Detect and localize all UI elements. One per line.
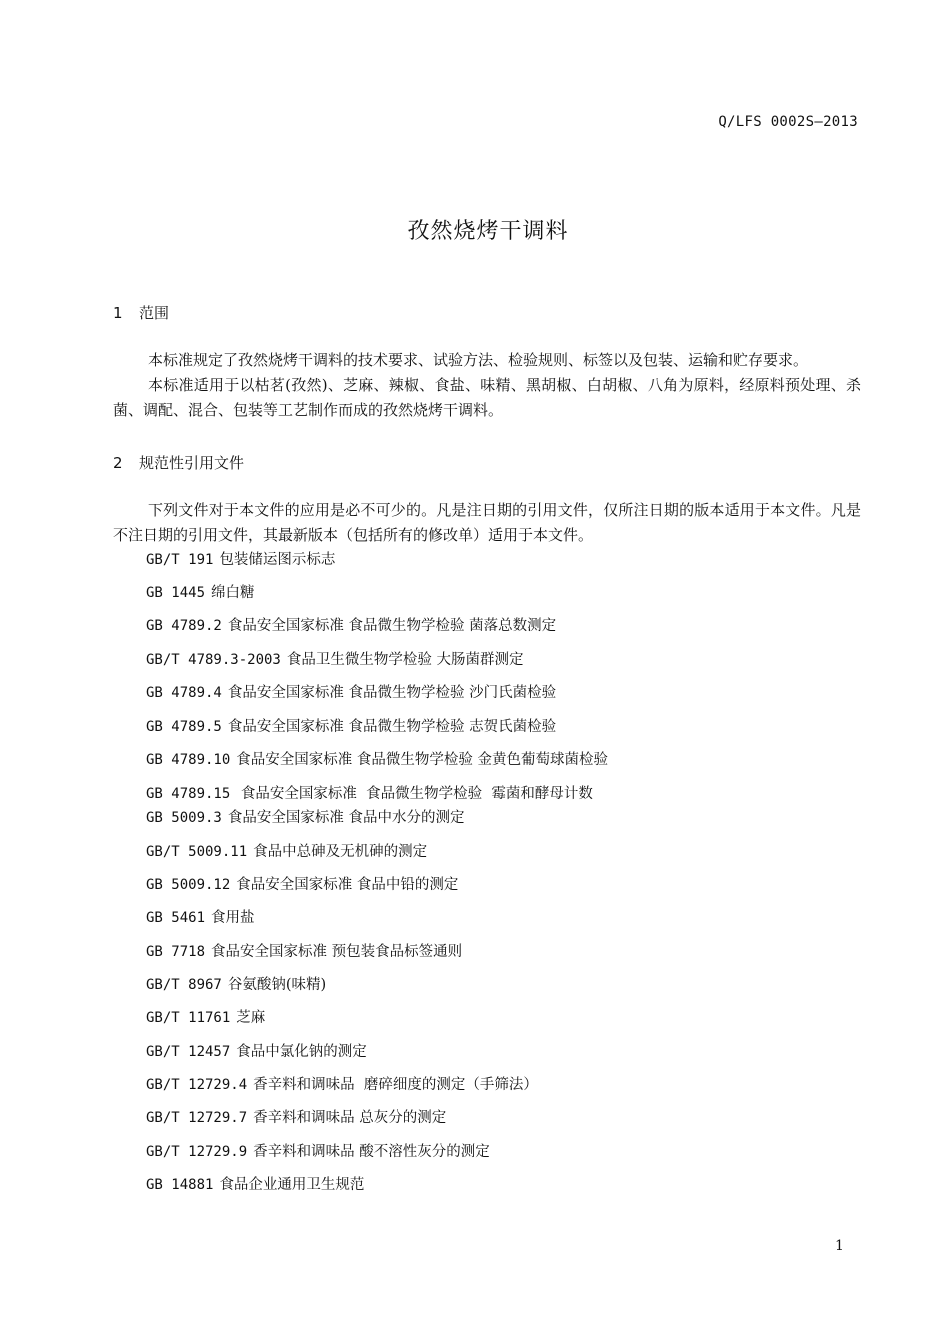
reference-name: 食品安全国家标准 食品微生物学检验 金黄色葡萄球菌检验: [236, 752, 609, 768]
reference-name: 谷氨酸钠(味精): [227, 977, 327, 993]
reference-item: [146, 1109, 446, 1127]
reference-code: GB/T 12729.7: [146, 1110, 248, 1126]
section-number: 2: [113, 454, 123, 472]
reference-name: 包装储运图示标志: [219, 552, 336, 568]
reference-name: 食品卫生微生物学检验 大肠菌群测定: [286, 652, 524, 668]
reference-item: [146, 943, 462, 961]
reference-code: GB 14881: [146, 1177, 214, 1193]
section-heading-normative-references: [113, 452, 244, 473]
reference-code: GB/T 11761: [146, 1010, 231, 1026]
reference-item: [146, 1043, 367, 1061]
reference-name: 食品安全国家标准 食品微生物学检验 霉菌和酵母计数: [236, 786, 593, 802]
reference-code: GB/T 12729.9: [146, 1144, 248, 1160]
document-title: 孜然烧烤干调料: [407, 219, 569, 244]
reference-name: 香辛料和调味品 磨碎细度的测定（手筛法）: [253, 1077, 538, 1093]
reference-code: GB 4789.4: [146, 685, 222, 701]
section-title: 规范性引用文件: [139, 454, 245, 472]
references-intro-paragraph: 下列文件对于本文件的应用是必不可少的。凡是注日期的引用文件，仅所注日期的版本适用于本文件。凡是不注日期的引用文件，其最新版本（包括所有的修改单）适用于本文件。: [113, 501, 861, 544]
reference-item: [146, 1009, 265, 1027]
reference-code: GB 4789.5: [146, 719, 222, 735]
scope-paragraph-1: 本标准规定了孜然烧烤干调料的技术要求、试验方法、检验规则、标签以及包装、运输和贮存要求。: [148, 351, 809, 369]
reference-item: [146, 1076, 538, 1094]
section-heading-scope: [113, 302, 169, 323]
reference-name: 芝麻: [236, 1010, 266, 1026]
reference-code: GB 5009.12: [146, 877, 231, 893]
reference-item: [146, 909, 255, 927]
reference-name: 香辛料和调味品 酸不溶性灰分的测定: [253, 1144, 490, 1160]
reference-code: GB 4789.10: [146, 752, 231, 768]
reference-name: 食品企业通用卫生规范: [219, 1177, 365, 1193]
reference-name: 食品中氯化钠的测定: [236, 1044, 367, 1060]
reference-item: [146, 976, 326, 994]
reference-item: [146, 1176, 364, 1194]
reference-item: [146, 876, 458, 894]
reference-name: 食品中总砷及无机砷的测定: [253, 844, 428, 860]
reference-item: [146, 843, 427, 861]
standard-code: Q/LFS 0002S—2013: [718, 114, 858, 130]
reference-item: [146, 551, 335, 569]
reference-item: [146, 617, 556, 635]
scope-paragraph-2: 本标准适用于以枯茗(孜然)、芝麻、辣椒、食盐、味精、黑胡椒、白胡椒、八角为原料，经原料预处理、杀菌、调配、混合、包装等工艺制作而成的孜然烧烤干调料。: [113, 376, 861, 419]
reference-name: 食品安全国家标准 食品微生物学检验 志贺氏菌检验: [227, 719, 557, 735]
reference-code: GB/T 12729.4: [146, 1077, 248, 1093]
section-title: 范围: [139, 304, 170, 322]
reference-name: 食用盐: [211, 910, 255, 926]
reference-code: GB 5009.3: [146, 810, 222, 826]
page-number: 1: [835, 1238, 844, 1254]
reference-code: GB/T 191: [146, 552, 214, 568]
reference-item: [146, 785, 593, 803]
reference-item: [146, 584, 255, 602]
reference-code: GB 4789.15: [146, 786, 231, 802]
reference-name: 香辛料和调味品 总灰分的测定: [253, 1110, 447, 1126]
reference-item: [146, 684, 556, 702]
reference-name: 食品安全国家标准 预包装食品标签通则: [211, 944, 463, 960]
reference-code: GB/T 4789.3-2003: [146, 652, 281, 668]
reference-code: GB 4789.2: [146, 618, 222, 634]
reference-name: 绵白糖: [211, 585, 255, 601]
reference-item: [146, 651, 523, 669]
reference-item: [146, 751, 608, 769]
reference-code: GB/T 5009.11: [146, 844, 248, 860]
reference-item: [146, 809, 464, 827]
reference-code: GB/T 12457: [146, 1044, 231, 1060]
reference-code: GB 1445: [146, 585, 206, 601]
reference-name: 食品安全国家标准 食品中水分的测定: [227, 810, 465, 826]
reference-item: [146, 718, 556, 736]
reference-item: [146, 1143, 490, 1161]
reference-name: 食品安全国家标准 食品微生物学检验 沙门氏菌检验: [227, 685, 557, 701]
reference-code: GB 5461: [146, 910, 206, 926]
reference-code: GB/T 8967: [146, 977, 222, 993]
reference-name: 食品安全国家标准 食品中铅的测定: [236, 877, 459, 893]
reference-name: 食品安全国家标准 食品微生物学检验 菌落总数测定: [227, 618, 557, 634]
section-number: 1: [113, 304, 123, 322]
reference-code: GB 7718: [146, 944, 206, 960]
